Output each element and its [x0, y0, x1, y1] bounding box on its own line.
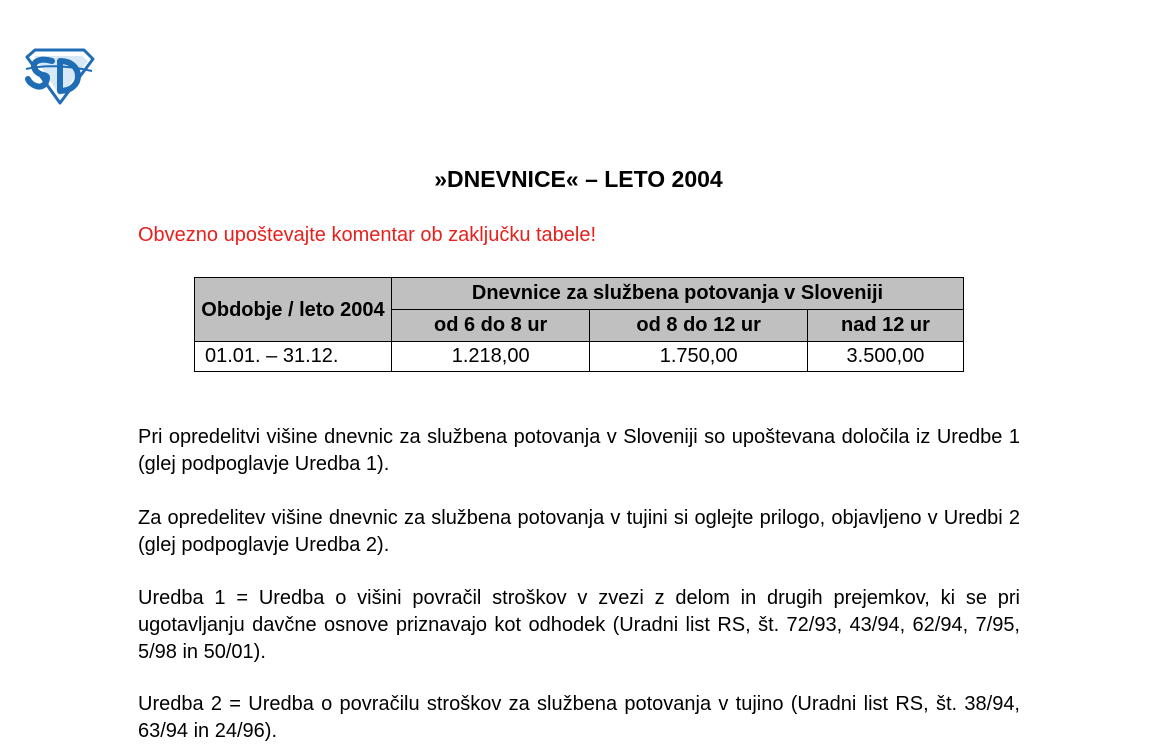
- table-header-row: [195, 278, 964, 310]
- per-diem-group-header: Dnevnice za službena potovanja v Sloveniji: [392, 278, 964, 310]
- subheader-8-12h: od 8 do 12 ur: [590, 310, 808, 342]
- value-cell-over-12h: 3.500,00: [807, 342, 963, 372]
- sd-shield-icon: [22, 47, 96, 105]
- document-title: »DNEVNICE« – LETO 2004: [434, 166, 723, 192]
- warning-notice: Obvezno upoštevajte komentar ob zaključku tabele!: [138, 224, 597, 246]
- subheader-over-12h: nad 12 ur: [807, 310, 963, 342]
- sd-logo: [22, 47, 96, 105]
- value-cell-6-8h: 1.218,00: [392, 342, 590, 372]
- paragraph-uredba-1: Uredba 1 = Uredba o višini povračil stroškov v zvezi z delom in drugih prejemkov, ki se pri ugotavljanju davčne osnove priznavajo kot odhodek (Uradni list RS, št. 72/93, 43/94, 62/94, 7/95, 5/98 in 50/01).: [138, 587, 1020, 663]
- table-row: [195, 342, 964, 372]
- paragraph-abroad-rules: Za opredelitev višine dnevnic za službena potovanja v tujini si oglejte prilogo, objavljeno v Uredbi 2 (glej podpoglavje Uredba 2).: [138, 507, 1020, 556]
- per-diem-table: [194, 277, 964, 372]
- paragraph-uredba-2: Uredba 2 = Uredba o povračilu stroškov za službena potovanja v tujino (Uradni list RS, št. 38/94, 63/94 in 24/96).: [138, 693, 1020, 742]
- value-cell-8-12h: 1.750,00: [590, 342, 808, 372]
- subheader-6-8h: od 6 do 8 ur: [392, 310, 590, 342]
- period-cell: 01.01. – 31.12.: [195, 342, 392, 372]
- paragraph-slovenia-rules: Pri opredelitvi višine dnevnic za službena potovanja v Sloveniji so upoštevana določila iz Uredbe 1 (glej podpoglavje Uredba 1).: [138, 426, 1020, 475]
- period-column-header: Obdobje / leto 2004: [195, 278, 392, 342]
